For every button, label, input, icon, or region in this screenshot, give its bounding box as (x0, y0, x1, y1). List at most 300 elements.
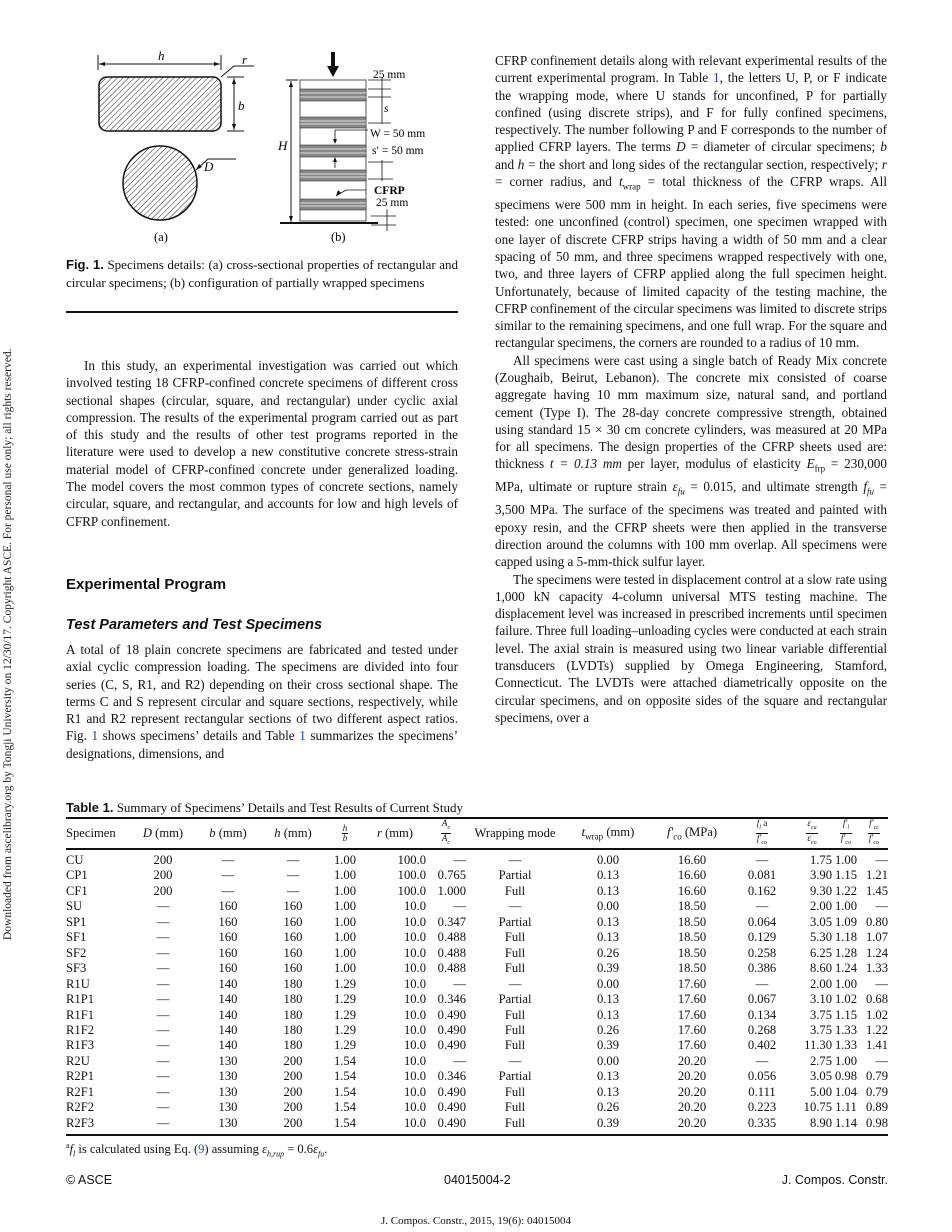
table-cell: 1.00 (834, 853, 858, 867)
table-row (66, 961, 888, 976)
figure-caption (66, 256, 458, 291)
table-cell: 0.488 (437, 961, 466, 976)
intro-paragraph: In this study, an experimental investigation was carried out which involved testing 18 CFRP-confined concrete specimens of different cross sectional shapes (circular, square, and rectangular) under cyclic axial compression. The results of the experimental program carried out as part of this study and the results of other test programs reported in the literature were used to develop a new constitutive concrete stress-strain material model of CFRP-confined concrete under generalized loading. The model covers the most common types of concrete sections, namely circular, square, and rectangular, and accounts for low and high levels of CFRP confinement. (66, 358, 458, 529)
table-cell: 0.00 (596, 1053, 620, 1068)
table-cell: 6.25 (809, 945, 832, 960)
table-cell: 1.45 (865, 883, 888, 898)
table-cell: 0.13 (596, 883, 620, 898)
table-cell: 0.79 (865, 1084, 888, 1099)
table-cell: 1.29 (333, 1007, 357, 1022)
table-row (66, 1100, 888, 1115)
table-cell: 3.90 (809, 868, 832, 883)
footer-copyright: © ASCE (66, 1173, 113, 1187)
col-t-wrap: $t_{wrap}$ (mm) (581, 824, 635, 842)
table-cell: Partial (498, 914, 532, 929)
svg-text:r: r (242, 52, 248, 67)
table-cell: 11.30 (804, 1038, 832, 1053)
table-cell: — (221, 853, 235, 867)
table-cell: 1.18 (834, 930, 858, 945)
table-cell: 1.00 (333, 853, 357, 867)
table-cell: — (453, 899, 466, 914)
table-cell: 0.347 (437, 914, 466, 929)
col-h: h (mm) (274, 825, 312, 840)
table-cell: 0.13 (596, 930, 620, 945)
table-cell: 10.0 (403, 1053, 426, 1068)
table-cell: 1.41 (865, 1038, 888, 1053)
table-cell: 1.00 (333, 914, 357, 929)
svg-text:(b): (b) (331, 230, 346, 244)
col-ae-ac: $\frac{A_e}{A_c}$ (441, 817, 451, 846)
table-cell: 18.50 (677, 914, 707, 929)
table-cell: 130 (218, 1084, 238, 1099)
citation: J. Compos. Constr., 2015, 19(6): 04015004 (380, 1215, 572, 1227)
subsection-heading: Test Parameters and Test Specimens (66, 617, 323, 633)
table-cell: 1.000 (437, 883, 466, 898)
table-cell: — (453, 853, 466, 867)
table-cell: 20.20 (677, 1053, 707, 1068)
table-row (66, 1085, 888, 1100)
table-cell: 1.00 (333, 883, 357, 898)
table-cell: 18.50 (677, 930, 707, 945)
table-cell: 1.33 (834, 1038, 858, 1053)
table-cell: 0.134 (747, 1007, 777, 1022)
table-cell: 1.09 (834, 914, 858, 929)
table-cell: 18.50 (677, 945, 707, 960)
table-bottom-rule (66, 1134, 888, 1136)
table-cell: 1.29 (333, 976, 357, 991)
table-cell: — (286, 853, 300, 867)
dim-h: h (158, 48, 165, 63)
table-cell: Partial (498, 868, 532, 883)
figure-caption-text: Specimens details: (a) cross-sectional properties of rectangular and circular specimens; (b) configuration of partially wrapped specimens (66, 257, 459, 290)
table-row (66, 1023, 888, 1038)
table-cell: 100.0 (397, 868, 426, 883)
table-cell: — (156, 1100, 170, 1115)
table-cell: Full (504, 930, 526, 945)
table-cell: 3.75 (809, 1022, 832, 1037)
table-cell: 3.75 (809, 1007, 832, 1022)
table-cell: 0.26 (596, 1100, 620, 1115)
results-table (66, 818, 888, 1131)
table-cell: 0.00 (596, 899, 620, 914)
figure-1 (66, 44, 458, 249)
table-cell: Full (504, 883, 526, 898)
table-cell: — (875, 853, 888, 867)
table-cell: 0.162 (747, 883, 777, 898)
table-cell: 0.111 (748, 1084, 776, 1099)
table-cell: — (286, 868, 300, 883)
table-cell: Partial (498, 1069, 532, 1084)
table-cell: — (508, 976, 522, 991)
table-cell: 200 (153, 868, 173, 883)
table-cell: 10.0 (403, 930, 426, 945)
table-footnote: $^af_l$ is calculated using Eq. (9) assuming $\varepsilon_{h,rup} = 0.6\varepsilon_{fu}$. (66, 1141, 328, 1159)
table-cell: 180 (283, 1022, 303, 1037)
svg-text:(a): (a) (154, 230, 168, 244)
table-cell: 1.07 (865, 930, 888, 945)
table-cell: — (156, 1084, 170, 1099)
table-cell: 0.490 (437, 1115, 466, 1130)
col-ecu-eco: $\frac{\varepsilon_{cu}}{\varepsilon_{co}}$ (807, 817, 817, 846)
table-cell: 140 (218, 1038, 238, 1053)
table-cell: — (755, 899, 769, 914)
table-cell: 180 (283, 1038, 303, 1053)
table-cell: 0.346 (437, 1069, 466, 1084)
test-params-paragraph: A total of 18 plain concrete specimens are fabricated and tested under axial cyclic compression loading. The specimens are divided into four series (C, S, R1, and R2) depending on their cross sectional shape. The terms C and S represent circular and square sections, respectively, while R1 and R2 represent rectangular sections of two different aspect ratios. Fig. 1 shows specimens’ details and Table 1 summarizes the specimens’ designations, dimensions, and (66, 642, 459, 761)
table-cell: 3.10 (809, 992, 832, 1007)
table-cell: — (156, 1007, 170, 1022)
table-cell: 0.13 (596, 868, 620, 883)
table-cell: 0.26 (596, 945, 620, 960)
table-header-row (66, 818, 888, 849)
table-cell: 17.60 (677, 1038, 707, 1053)
table-cell: R1F1 (66, 1007, 94, 1022)
table-cell: 0.13 (596, 1084, 620, 1099)
right-column (495, 52, 887, 726)
table-cell: 140 (218, 976, 238, 991)
table-cell: 0.490 (437, 1007, 466, 1022)
table-cell: 180 (283, 976, 303, 991)
table-cell: 0.13 (596, 1007, 620, 1022)
table-cell: 1.54 (333, 1084, 357, 1099)
col-h-over-b: $\frac{h}{b}$ (342, 822, 348, 843)
table-cell: SU (66, 899, 83, 914)
col-b: b (mm) (209, 825, 247, 840)
table-cell: 17.60 (677, 1007, 707, 1022)
table-cell: 1.54 (333, 1053, 357, 1068)
table-cell: 16.60 (677, 883, 707, 898)
table-1-link[interactable]: 1 (713, 70, 720, 86)
table-cell: 10.0 (403, 961, 426, 976)
table-cell: CP1 (66, 868, 88, 883)
table-cell: — (453, 976, 466, 991)
eq-9-link[interactable]: 9 (198, 1142, 205, 1157)
table-cell: 200 (153, 883, 173, 898)
table-cell: 10.0 (403, 945, 426, 960)
table-cell: 0.13 (596, 914, 620, 929)
table-cell: Full (504, 1007, 526, 1022)
table-cell: — (156, 914, 170, 929)
table-cell: 200 (283, 1053, 303, 1068)
download-watermark: Downloaded from ascelibrary.org by Tongji University on 12/30/17. Copyright ASCE. For personal use only; all rights reserved. (2, 348, 14, 940)
table-cell: 8.90 (809, 1115, 832, 1130)
col-wrapping-mode: Wrapping mode (474, 825, 556, 840)
table-cell: 1.00 (834, 1053, 858, 1068)
table-cell: 180 (283, 1007, 303, 1022)
table-cell: CF1 (66, 883, 88, 898)
table-cell: R2P1 (66, 1069, 94, 1084)
table-cell: 200 (153, 853, 173, 867)
table-cell: SF2 (66, 945, 87, 960)
table-cell: 0.129 (747, 930, 777, 945)
table-row (66, 1008, 888, 1023)
table-cell: — (755, 1053, 769, 1068)
footer-journal: J. Compos. Constr. (781, 1173, 888, 1187)
table-1-link[interactable]: 1 (299, 728, 306, 744)
table-cell: Full (504, 1115, 526, 1130)
table-cell: 160 (283, 930, 303, 945)
table-cell: CU (66, 853, 84, 867)
table-cell: 20.20 (677, 1069, 707, 1084)
table-cell: 0.00 (596, 976, 620, 991)
table-cell: 160 (283, 899, 303, 914)
table-cell: 0.765 (437, 868, 466, 883)
svg-text:CFRP: CFRP (374, 185, 405, 197)
table-cell: — (508, 899, 522, 914)
table-cell: 10.0 (403, 914, 426, 929)
table-cell: — (508, 853, 522, 867)
table-cell: 1.14 (834, 1115, 858, 1130)
table-cell: 130 (218, 1053, 238, 1068)
table-cell: 200 (283, 1069, 303, 1084)
table-cell: — (156, 961, 170, 976)
table-cell: 0.081 (747, 868, 777, 883)
table-cell: 0.064 (747, 914, 777, 929)
col-fco: $f'_{co}$ (MPa) (666, 824, 718, 842)
table-cell: 160 (283, 945, 303, 960)
table-cell: 1.00 (834, 976, 858, 991)
table-label: Table 1. (66, 800, 114, 815)
svg-text:25 mm: 25 mm (376, 197, 409, 209)
table-cell: 0.268 (747, 1022, 777, 1037)
table-cell: 0.346 (437, 992, 466, 1007)
table-row (66, 868, 888, 883)
table-cell: — (286, 883, 300, 898)
table-cell: 160 (283, 961, 303, 976)
table-cell: 1.33 (865, 961, 888, 976)
table-cell: 1.75 (809, 853, 832, 867)
table-cell: SP1 (66, 914, 87, 929)
table-cell: 140 (218, 1007, 238, 1022)
table-cell: 16.60 (677, 853, 707, 867)
table-cell: 1.00 (834, 899, 858, 914)
table-cell: 0.13 (596, 1069, 620, 1084)
table-row (66, 849, 888, 868)
col-r: r (mm) (376, 825, 414, 840)
table-cell: 1.15 (834, 1007, 858, 1022)
table-cell: — (508, 1053, 522, 1068)
left-column (66, 357, 458, 530)
table-cell: Full (504, 1038, 526, 1053)
table-cell: 1.29 (333, 1038, 357, 1053)
right-paragraph-1: CFRP confinement details along with relevant experimental results of the current experimental program. In Table 1, the letters U, P, or F indicate the wrapping mode, where U stands for unconfined, P for partially confined (using discrete strips), and F for fully confined specimens, respectively. The number following P and F corresponds to the number of applied CFRP layers. The terms D = diameter of circular specimens; b and h = the short and long sides of the rectangular section, respectively; r = corner radius, and $t_{wrap}$ = total thickness of the CFRP wraps. All specimens were 500 mm in height. In each series, five specimens were tested: one unconfined (control) specimen, one specimen wrapped with one layer of discrete CFRP strips having a width of 50 mm and a clear spacing of 50 mm, and three specimens wrapped respectively with one, two, and three layers of CFRP applied along the full specimen height. Unfortunately, because of limited capacity of the testing machine, the CFRP confinement of the circular specimens was limited to discrete strips similar to the remaining specimens, and one full wrap. For the square and rectangular specimens, the corners are rounded to a radius of 10 mm. (495, 53, 887, 351)
table-cell: 10.75 (803, 1100, 832, 1115)
svg-text:H: H (278, 138, 288, 153)
table-cell: — (875, 976, 888, 991)
table-row (66, 899, 888, 914)
table-cell: 100.0 (397, 883, 426, 898)
table-row (66, 930, 888, 945)
table-cell: 0.68 (865, 992, 888, 1007)
table-cell: — (156, 1069, 170, 1084)
table-cell: 17.60 (677, 976, 707, 991)
table-cell: 1.04 (834, 1084, 858, 1099)
table-cell: 160 (283, 914, 303, 929)
table-row (66, 1038, 888, 1053)
table-title: Table 1. Summary of Specimens’ Details and Test Results of Current Study (66, 800, 464, 815)
table-cell: SF3 (66, 961, 87, 976)
table-cell: 0.488 (437, 930, 466, 945)
table-cell: 140 (218, 992, 238, 1007)
table-cell: — (156, 1022, 170, 1037)
table-cell: Full (504, 1022, 526, 1037)
table-cell: — (755, 853, 769, 867)
table-cell: — (453, 1053, 466, 1068)
table-cell: Full (504, 961, 526, 976)
table-cell: — (156, 945, 170, 960)
table-cell: — (221, 868, 235, 883)
table-cell: 17.60 (677, 1022, 707, 1037)
table-cell: 1.24 (865, 945, 888, 960)
table-cell: 0.79 (865, 1069, 888, 1084)
table-cell: R1F3 (66, 1038, 94, 1053)
svg-text:b: b (238, 98, 245, 113)
table-cell: R2F3 (66, 1115, 94, 1130)
table-cell: 0.056 (747, 1069, 777, 1084)
table-row (66, 915, 888, 930)
table-cell: 130 (218, 1115, 238, 1130)
table-cell: 0.80 (865, 914, 888, 929)
table-cell: SF1 (66, 930, 87, 945)
table-cell: 1.24 (834, 961, 858, 976)
table-body (66, 849, 888, 1131)
table-cell: 1.22 (834, 883, 858, 898)
table-row (66, 946, 888, 961)
table-cell: 0.067 (747, 992, 777, 1007)
table-cell: — (156, 930, 170, 945)
table-cell: 160 (218, 914, 238, 929)
table-cell: 1.54 (333, 1115, 357, 1130)
table-cell: 1.22 (865, 1022, 888, 1037)
table-cell: 9.30 (809, 883, 832, 898)
table-cell: 0.00 (596, 853, 620, 867)
table-cell: 0.89 (865, 1100, 888, 1115)
fig-1-link[interactable]: 1 (91, 728, 99, 744)
table-cell: 18.50 (677, 899, 707, 914)
col-fl-prime: $\frac{f'_l}{f'_{co}}$ (840, 817, 852, 846)
table-cell: — (221, 883, 235, 898)
table-cell: — (156, 1115, 170, 1130)
table-cell: 10.0 (403, 1022, 426, 1037)
table-cell: Partial (498, 992, 532, 1007)
svg-text:D: D (204, 159, 214, 174)
table-cell: 1.29 (333, 992, 357, 1007)
table-cell: 130 (218, 1069, 238, 1084)
table-cell: 130 (218, 1100, 238, 1115)
table-cell: 0.490 (437, 1084, 466, 1099)
table-row (66, 1054, 888, 1069)
table-cell: 10.0 (403, 899, 426, 914)
table-cell: 0.223 (747, 1100, 777, 1115)
table-cell: — (156, 1038, 170, 1053)
table-cell: Full (504, 1084, 526, 1099)
table-cell: 160 (218, 961, 238, 976)
table-cell: — (875, 1053, 888, 1068)
table-cell: 18.50 (677, 961, 707, 976)
table-cell: 17.60 (677, 992, 707, 1007)
table-cell: 10.0 (403, 1084, 426, 1099)
table-cell: 1.02 (865, 1007, 888, 1022)
table-cell: 1.00 (333, 945, 357, 960)
table-cell: 0.98 (834, 1069, 858, 1084)
section-heading: Experimental Program (66, 576, 227, 593)
table-cell: 1.11 (835, 1100, 857, 1115)
table-cell: 1.00 (333, 961, 357, 976)
table-cell: 1.21 (865, 868, 888, 883)
table-cell: 0.490 (437, 1038, 466, 1053)
col-fcc-fco: $\frac{f'_{cc}}{f'_{co}}$ (868, 817, 880, 846)
table-row (66, 992, 888, 1007)
table-cell: 0.490 (437, 1022, 466, 1037)
table-cell: 160 (218, 930, 238, 945)
specimen-diagram (66, 44, 458, 249)
table-cell: 8.60 (809, 961, 832, 976)
table-cell: 20.20 (677, 1084, 707, 1099)
table-cell: 0.26 (596, 1022, 620, 1037)
table-cell: R2F2 (66, 1100, 94, 1115)
table-cell: 0.335 (747, 1115, 777, 1130)
table-row (66, 977, 888, 992)
table-cell: 1.54 (333, 1069, 357, 1084)
table-cell: 200 (283, 1100, 303, 1115)
footer-page-id: 04015004-2 (444, 1173, 511, 1187)
table-cell: — (755, 976, 769, 991)
table-cell: 100.0 (397, 853, 426, 867)
table-cell: — (156, 992, 170, 1007)
table-cell: 140 (218, 1022, 238, 1037)
table-cell: 160 (218, 945, 238, 960)
svg-text:s′ = 50 mm: s′ = 50 mm (372, 145, 424, 157)
table-cell: 0.386 (747, 961, 777, 976)
table-cell: — (156, 1053, 170, 1068)
svg-text:25 mm: 25 mm (373, 69, 406, 81)
table-cell: 1.29 (333, 1022, 357, 1037)
table-cell: — (156, 899, 170, 914)
table-cell: 10.0 (403, 1100, 426, 1115)
right-paragraph-3: The specimens were tested in displacement control at a slow rate using 1,000 kN capacity 4-column universal MTS testing machine. The displacement level was increased in prescribed increments until specimen failure. Three full loading–unloading cycles were conducted at each strain level. The axial strain is measured using two linear variable differential transducers (LVDTs) supplied by Omega Engineering, Stamford, Connecticut. The LVDTs were attached diametrically opposite on the circular specimens, and on opposite sides of the square and rectangular specimens, over a (495, 571, 887, 725)
table-cell: 5.00 (809, 1084, 832, 1099)
table-cell: 10.0 (403, 992, 426, 1007)
table-cell: 20.20 (677, 1100, 707, 1115)
table-cell: 20.20 (677, 1115, 707, 1130)
table-cell: 3.05 (809, 1069, 832, 1084)
table-cell: 0.488 (437, 945, 466, 960)
table-cell: 200 (283, 1115, 303, 1130)
table-cell: 1.00 (333, 868, 357, 883)
table-row (66, 884, 888, 899)
table-cell: 0.39 (596, 1115, 620, 1130)
table-cell: 10.0 (403, 976, 426, 991)
table-cell: 0.39 (596, 1038, 620, 1053)
table-cell: — (875, 899, 888, 914)
table-cell: R1F2 (66, 1022, 94, 1037)
col-fl-fco: $\frac{f_l a}{f'_{co}}$ (756, 817, 768, 846)
table-cell: R2U (66, 1053, 90, 1068)
table-cell: 10.0 (403, 1069, 426, 1084)
svg-text:s: s (384, 103, 389, 115)
table-cell: 2.75 (809, 1053, 832, 1068)
table-cell: 180 (283, 992, 303, 1007)
table-cell: 0.402 (747, 1038, 777, 1053)
table-cell: 1.02 (834, 992, 858, 1007)
col-D: D (mm) (142, 825, 184, 840)
table-cell: 0.13 (596, 992, 620, 1007)
table-cell: 2.00 (809, 899, 832, 914)
table-row (66, 1116, 888, 1131)
table-cell: 0.39 (596, 961, 620, 976)
table-cell: 0.258 (747, 945, 777, 960)
figure-rule (66, 311, 458, 313)
